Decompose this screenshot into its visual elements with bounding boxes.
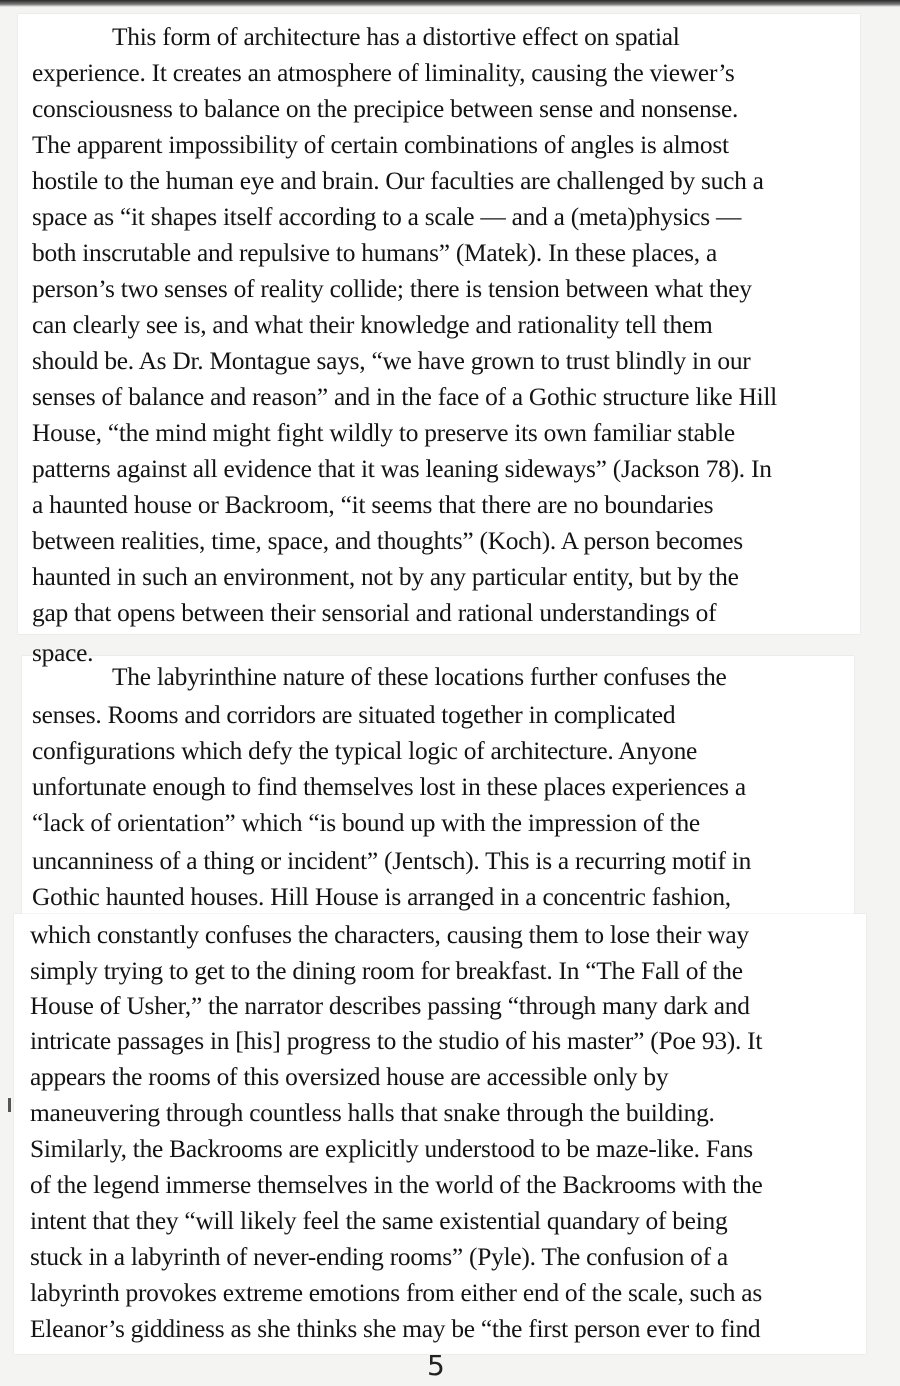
paragraph-1-line: can clearly see is, and what their knowledge and rationality tell them (32, 311, 713, 339)
paragraph-2-line: Similarly, the Backrooms are explicitly understood to be maze-like. Fans (30, 1135, 753, 1163)
paragraph-2-line: “lack of orientation” which “is bound up with the impression of the (32, 809, 700, 837)
paragraph-1-line: space. (32, 639, 94, 667)
paragraph-2-line: Gothic haunted houses. Hill House is arranged in a concentric fashion, (32, 883, 731, 911)
paragraph-1-line: senses of balance and reason” and in the face of a Gothic structure like Hill (32, 383, 777, 411)
paragraph-2-line: configurations which defy the typical logic of architecture. Anyone (32, 737, 698, 765)
page-number: 5 (427, 1349, 445, 1382)
paragraph-2-line: senses. Rooms and corridors are situated together in complicated (32, 701, 676, 729)
paragraph-1-line: space as “it shapes itself according to a scale — and a (meta)physics — (32, 203, 742, 231)
paragraph-1-line: consciousness to balance on the precipice between sense and nonsense. (32, 95, 739, 123)
paragraph-2-line: Eleanor’s giddiness as she thinks she may be “the first person ever to find (30, 1315, 761, 1343)
paragraph-1-line: The apparent impossibility of certain combinations of angles is almost (32, 131, 729, 159)
paragraph-1-line: person’s two senses of reality collide; there is tension between what they (32, 275, 752, 303)
paragraph-2-line: intent that they “will likely feel the same existential quandary of being (30, 1207, 728, 1235)
paragraph-2-line: unfortunate enough to find themselves lost in these places experiences a (32, 773, 746, 801)
paragraph-2-line: House of Usher,” the narrator describes passing “through many dark and (30, 992, 750, 1020)
paragraph-1-line: experience. It creates an atmosphere of liminality, causing the viewer’s (32, 59, 735, 87)
paragraph-1-line: gap that opens between their sensorial and rational understandings of (32, 599, 717, 627)
paragraph-2-line: appears the rooms of this oversized house are accessible only by (30, 1063, 669, 1091)
paragraph-1-line: should be. As Dr. Montague says, “we have grown to trust blindly in our (32, 347, 751, 375)
paragraph-1-line: This form of architecture has a distortive effect on spatial (112, 23, 680, 51)
paragraph-1-line: haunted in such an environment, not by any particular entity, but by the (32, 563, 739, 591)
scanner-edge (0, 0, 900, 7)
paragraph-1-line: House, “the mind might fight wildly to preserve its own familiar stable (32, 419, 735, 447)
scan-speck (8, 1098, 11, 1112)
paragraph-1-line: patterns against all evidence that it was leaning sideways” (Jackson 78). In (32, 455, 772, 483)
paragraph-2-line: simply trying to get to the dining room for breakfast. In “The Fall of the (30, 957, 743, 985)
paragraph-1-line: hostile to the human eye and brain. Our faculties are challenged by such a (32, 167, 764, 195)
paragraph-2-line: of the legend immerse themselves in the world of the Backrooms with the (30, 1171, 763, 1199)
paragraph-2-line: intricate passages in [his] progress to the studio of his master” (Poe 93). It (30, 1027, 763, 1055)
paragraph-1-line: between realities, time, space, and thoughts” (Koch). A person becomes (32, 527, 743, 555)
paragraph-2-line: maneuvering through countless halls that snake through the building. (30, 1099, 715, 1127)
paragraph-2-line: uncanniness of a thing or incident” (Jentsch). This is a recurring motif in (32, 847, 752, 875)
paragraph-2-line: labyrinth provokes extreme emotions from either end of the scale, such as (30, 1279, 762, 1307)
paragraph-2-line: stuck in a labyrinth of never-ending rooms” (Pyle). The confusion of a (30, 1243, 728, 1271)
paragraph-1-line: both inscrutable and repulsive to humans” (Matek). In these places, a (32, 239, 717, 267)
paragraph-2-line: The labyrinthine nature of these locations further confuses the (112, 663, 727, 691)
paragraph-1-line: a haunted house or Backroom, “it seems that there are no boundaries (32, 491, 714, 519)
paragraph-2-line: which constantly confuses the characters, causing them to lose their way (30, 921, 749, 949)
